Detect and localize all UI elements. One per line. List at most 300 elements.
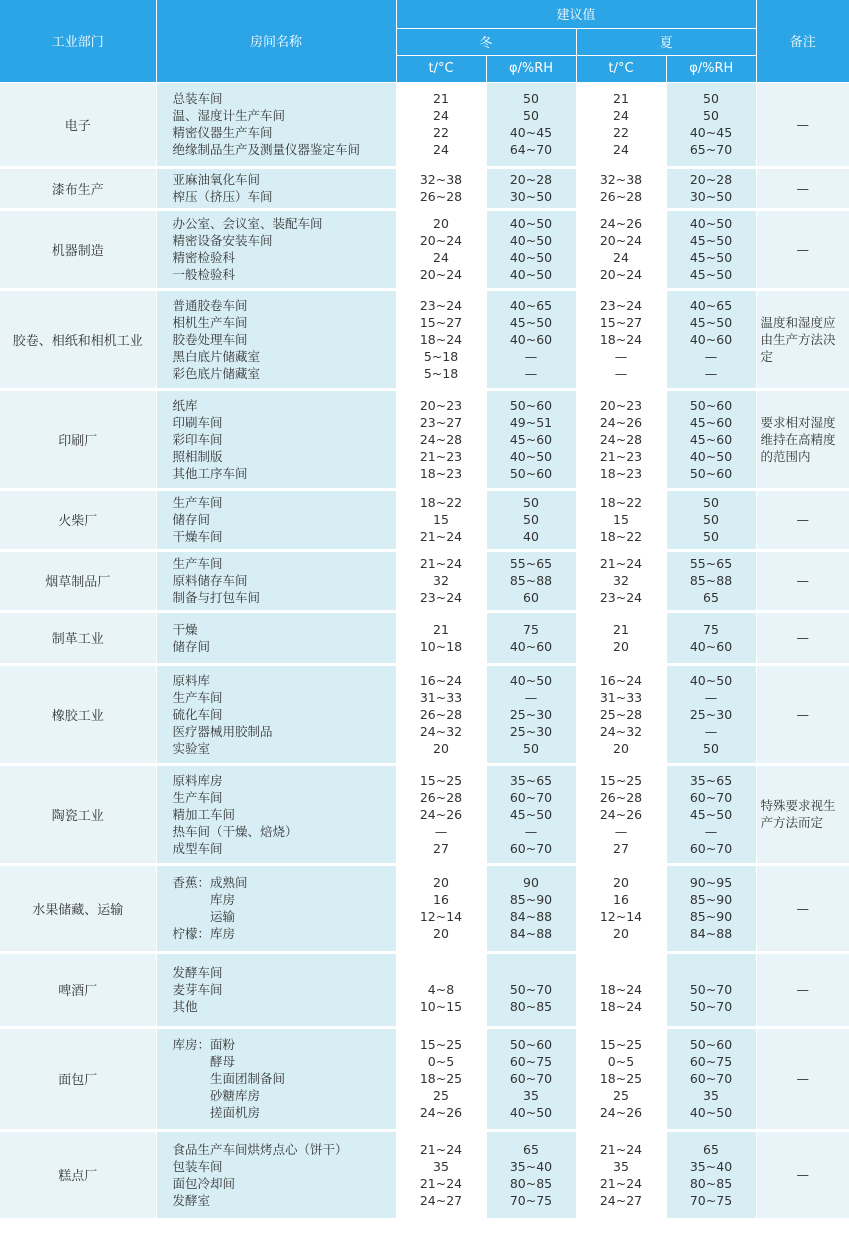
summer-temp-value: 24~26 bbox=[599, 216, 643, 231]
room-name-list bbox=[157, 964, 396, 1015]
room-cell bbox=[156, 389, 396, 489]
summer-rh-value: 84~88 bbox=[689, 926, 733, 941]
room-name: 黑白底片储藏室 bbox=[172, 348, 261, 364]
summer-temp-value: 21~24 bbox=[599, 1141, 643, 1157]
summer-rh-value-list bbox=[667, 621, 756, 655]
room-name: 相机生产车间 bbox=[172, 314, 248, 330]
winter-temp-value: 26~28 bbox=[419, 789, 463, 805]
summer-rh-value-list bbox=[667, 1036, 756, 1121]
note-text: — bbox=[796, 573, 810, 588]
summer-rh-cell bbox=[666, 489, 756, 550]
header-note: 备注 bbox=[756, 0, 849, 82]
winter-temp-value: 18~24 bbox=[419, 331, 463, 347]
winter-rh-cell bbox=[486, 611, 576, 664]
dept-cell: 陶瓷工业 bbox=[0, 764, 156, 864]
room-name: 彩色底片储藏室 bbox=[172, 365, 261, 381]
note-text: — bbox=[796, 982, 810, 997]
summer-temp-value-list bbox=[577, 1141, 666, 1209]
summer-temp-value: 20 bbox=[613, 926, 629, 941]
room-name: 榨压（挤压）车间 bbox=[172, 189, 273, 204]
winter-rh-value-list bbox=[487, 555, 576, 606]
note-text: — bbox=[796, 116, 810, 132]
winter-temp-value: 20 bbox=[433, 926, 449, 941]
winter-temp-value: 21~23 bbox=[419, 448, 463, 464]
room-name-list bbox=[157, 1036, 396, 1121]
summer-rh-value: 30~50 bbox=[689, 189, 733, 204]
winter-temp-cell bbox=[396, 1027, 486, 1130]
note-cell bbox=[756, 864, 849, 952]
winter-rh-value: — bbox=[524, 689, 538, 705]
summer-temp-value: 15~27 bbox=[599, 314, 643, 330]
summer-temp-value-list bbox=[577, 621, 666, 655]
summer-temp-value-list bbox=[577, 90, 666, 158]
winter-rh-value-list bbox=[487, 772, 576, 857]
winter-temp-value: 32~38 bbox=[419, 172, 463, 187]
note-cell bbox=[756, 82, 849, 167]
winter-temp-value: 21 bbox=[433, 621, 449, 637]
winter-rh-value: 40~60 bbox=[509, 331, 553, 347]
dept-cell: 胶卷、相纸和相机工业 bbox=[0, 289, 156, 389]
summer-temp-cell bbox=[576, 764, 666, 864]
winter-rh-value: 80~85 bbox=[509, 999, 553, 1014]
winter-temp-value-list bbox=[397, 171, 486, 205]
summer-rh-value: 45~50 bbox=[689, 806, 733, 822]
winter-temp-value: 12~14 bbox=[419, 909, 463, 924]
winter-temp-cell bbox=[396, 389, 486, 489]
room-cell bbox=[156, 864, 396, 952]
header-suggested: 建议值 bbox=[396, 0, 756, 28]
winter-rh-value: 40~60 bbox=[509, 638, 553, 654]
winter-rh-value-list bbox=[487, 621, 576, 655]
room-name: 成型车间 bbox=[172, 840, 223, 856]
winter-rh-value: 35~65 bbox=[509, 772, 553, 788]
room-name-list bbox=[157, 672, 396, 757]
room-name: 柠檬：库房 bbox=[172, 926, 236, 941]
summer-temp-value-list bbox=[577, 964, 666, 1015]
winter-temp-value: 26~28 bbox=[419, 189, 463, 204]
summer-rh-cell bbox=[666, 764, 756, 864]
summer-rh-value: 40~60 bbox=[689, 331, 733, 347]
winter-temp-cell bbox=[396, 209, 486, 289]
room-name: 食品生产车间烘烤点心（饼干） bbox=[172, 1141, 348, 1157]
winter-temp-value: 23~24 bbox=[419, 297, 463, 313]
winter-temp-value: 10~18 bbox=[419, 638, 463, 654]
winter-rh-value: 35~40 bbox=[509, 1158, 553, 1174]
note-text: — bbox=[796, 900, 810, 916]
summer-rh-value: 85~90 bbox=[689, 909, 733, 924]
summer-rh-value: 45~60 bbox=[689, 431, 733, 447]
note-cell bbox=[756, 952, 849, 1027]
table-row bbox=[0, 82, 849, 167]
summer-rh-value-list bbox=[667, 1141, 756, 1209]
summer-rh-value: 45~60 bbox=[689, 414, 733, 430]
summer-rh-value: 80~85 bbox=[689, 1175, 733, 1191]
winter-temp-value: 21~24 bbox=[419, 556, 463, 571]
winter-rh-value: 40~50 bbox=[509, 216, 553, 231]
summer-temp-cell bbox=[576, 952, 666, 1027]
summer-temp-value: 20 bbox=[613, 638, 629, 654]
room-name: 生产车间 bbox=[172, 556, 223, 571]
summer-temp-value bbox=[577, 964, 666, 981]
summer-rh-value-list bbox=[667, 215, 756, 283]
room-name: 精密设备安装车间 bbox=[172, 233, 273, 248]
room-cell bbox=[156, 764, 396, 864]
note-text: — bbox=[796, 630, 810, 645]
room-name: 砂糖库房 bbox=[172, 1088, 261, 1103]
room-cell bbox=[156, 209, 396, 289]
summer-rh-value: 40~60 bbox=[689, 638, 733, 654]
dept-cell: 面包厂 bbox=[0, 1027, 156, 1130]
winter-rh-value-list bbox=[487, 964, 576, 1015]
summer-temp-value: 23~24 bbox=[599, 590, 643, 605]
winter-temp-cell bbox=[396, 611, 486, 664]
room-name: 生产车间 bbox=[172, 689, 223, 705]
room-name: 酵母 bbox=[172, 1054, 236, 1069]
summer-rh-cell bbox=[666, 389, 756, 489]
summer-temp-value: 26~28 bbox=[599, 789, 643, 805]
summer-temp-cell bbox=[576, 389, 666, 489]
winter-temp-value: 24~27 bbox=[419, 1192, 463, 1208]
winter-rh-value: 60~70 bbox=[509, 789, 553, 805]
winter-rh-value: 80~85 bbox=[509, 1175, 553, 1191]
winter-rh-value: 60~70 bbox=[509, 840, 553, 856]
winter-temp-cell bbox=[396, 489, 486, 550]
winter-temp-value: 24~28 bbox=[419, 431, 463, 447]
table-row bbox=[0, 489, 849, 550]
winter-temp-value: 16~24 bbox=[419, 672, 463, 688]
winter-rh-value: 84~88 bbox=[509, 926, 553, 941]
room-name: 温、湿度计生产车间 bbox=[172, 108, 286, 123]
summer-rh-value: 50 bbox=[703, 108, 719, 123]
summer-rh-value: 65 bbox=[703, 590, 719, 605]
summer-rh-cell bbox=[666, 550, 756, 611]
summer-temp-value-list bbox=[577, 672, 666, 757]
winter-temp-value: 15 bbox=[433, 512, 449, 527]
summer-temp-value: 24 bbox=[613, 108, 629, 123]
summer-temp-value: 24~26 bbox=[599, 806, 643, 822]
summer-temp-cell bbox=[576, 611, 666, 664]
room-name: 发酵车间 bbox=[172, 965, 223, 980]
winter-rh-cell bbox=[486, 764, 576, 864]
summer-rh-value: — bbox=[704, 348, 718, 364]
summer-temp-value: 24~26 bbox=[599, 1105, 643, 1120]
winter-rh-value: 60~75 bbox=[509, 1054, 553, 1069]
table-row bbox=[0, 664, 849, 764]
summer-rh-value-list bbox=[667, 874, 756, 942]
note-cell bbox=[756, 209, 849, 289]
summer-temp-value: 21~24 bbox=[599, 556, 643, 571]
winter-temp-value: 5~18 bbox=[423, 365, 459, 381]
winter-rh-value-list bbox=[487, 1036, 576, 1121]
room-cell bbox=[156, 82, 396, 167]
summer-temp-value-list bbox=[577, 1036, 666, 1121]
summer-temp-value: 20 bbox=[613, 740, 629, 756]
winter-rh-value: 25~30 bbox=[509, 723, 553, 739]
winter-temp-value: 21~24 bbox=[419, 1175, 463, 1191]
winter-temp-value: 5~18 bbox=[423, 348, 459, 364]
winter-temp-value: 0~5 bbox=[427, 1054, 455, 1069]
summer-temp-value: 18~22 bbox=[599, 495, 643, 510]
room-name: 生产车间 bbox=[172, 495, 223, 510]
summer-temp-value: 24~26 bbox=[599, 414, 643, 430]
summer-rh-value: 50~60 bbox=[689, 397, 733, 413]
summer-rh-value: 50~70 bbox=[689, 999, 733, 1014]
note-cell bbox=[756, 389, 849, 489]
note-cell bbox=[756, 167, 849, 209]
summer-temp-cell bbox=[576, 550, 666, 611]
summer-rh-cell bbox=[666, 167, 756, 209]
winter-temp-value: 24 bbox=[433, 108, 449, 123]
note-text: — bbox=[796, 241, 810, 257]
summer-rh-value: 70~75 bbox=[689, 1192, 733, 1208]
winter-rh-cell bbox=[486, 952, 576, 1027]
summer-temp-value-list bbox=[577, 494, 666, 545]
winter-temp-cell bbox=[396, 764, 486, 864]
summer-temp-cell bbox=[576, 289, 666, 389]
summer-temp-value-list bbox=[577, 874, 666, 942]
winter-temp-cell bbox=[396, 1130, 486, 1219]
winter-rh-value: 75 bbox=[523, 621, 539, 637]
winter-rh-cell bbox=[486, 1130, 576, 1219]
table-row bbox=[0, 389, 849, 489]
summer-temp-value: 18~22 bbox=[599, 529, 643, 544]
winter-rh-value: 40~50 bbox=[509, 250, 553, 265]
header-winter-t: t/°C bbox=[396, 55, 486, 82]
winter-rh-cell bbox=[486, 209, 576, 289]
winter-temp-value: 24 bbox=[433, 250, 449, 265]
header-winter-rh: φ/%RH bbox=[486, 55, 576, 82]
summer-rh-value-list bbox=[667, 297, 756, 382]
winter-temp-cell bbox=[396, 550, 486, 611]
winter-temp-value-list bbox=[397, 672, 486, 757]
winter-rh-value: 45~60 bbox=[509, 431, 553, 447]
summer-rh-value: 50 bbox=[703, 529, 719, 544]
winter-temp-value-list bbox=[397, 772, 486, 857]
summer-temp-value-list bbox=[577, 171, 666, 205]
winter-rh-value: 40~50 bbox=[509, 233, 553, 248]
winter-rh-value: 49~51 bbox=[509, 414, 553, 430]
room-name: 储存间 bbox=[172, 512, 211, 527]
room-name: 普通胶卷车间 bbox=[172, 297, 248, 313]
summer-rh-value: 40~50 bbox=[689, 448, 733, 464]
summer-temp-value: 32 bbox=[613, 573, 629, 588]
summer-rh-value: 60~75 bbox=[689, 1054, 733, 1069]
summer-temp-value: 31~33 bbox=[599, 689, 643, 705]
summer-rh-value: 55~65 bbox=[689, 556, 733, 571]
room-name-list bbox=[157, 494, 396, 545]
winter-temp-value: 21~24 bbox=[419, 1141, 463, 1157]
summer-temp-value: 18~25 bbox=[599, 1071, 643, 1086]
winter-rh-value: 40 bbox=[523, 529, 539, 544]
note-text: 特殊要求视生产方法而定 bbox=[760, 798, 836, 830]
winter-rh-value: 20~28 bbox=[509, 172, 553, 187]
winter-rh-cell bbox=[486, 389, 576, 489]
room-name: 制备与打包车间 bbox=[172, 590, 261, 605]
summer-temp-cell bbox=[576, 1130, 666, 1219]
room-name: 包装车间 bbox=[172, 1158, 223, 1174]
room-name: 香蕉：成熟间 bbox=[172, 875, 248, 890]
winter-rh-value-list bbox=[487, 215, 576, 283]
winter-temp-value: 16 bbox=[433, 892, 449, 907]
summer-rh-cell bbox=[666, 82, 756, 167]
summer-temp-value-list bbox=[577, 555, 666, 606]
dept-cell: 糕点厂 bbox=[0, 1130, 156, 1219]
winter-temp-value: 20 bbox=[433, 875, 449, 890]
winter-rh-cell bbox=[486, 489, 576, 550]
winter-rh-value: 50 bbox=[523, 740, 539, 756]
summer-rh-value: 35~40 bbox=[689, 1158, 733, 1174]
winter-temp-value: 24~32 bbox=[419, 723, 463, 739]
summer-temp-value: 20 bbox=[613, 875, 629, 890]
summer-rh-value: 85~88 bbox=[689, 573, 733, 588]
room-cell bbox=[156, 1027, 396, 1130]
summer-temp-value: 21 bbox=[613, 91, 629, 106]
room-name: 生面团制备间 bbox=[172, 1071, 286, 1086]
summer-temp-value: 16 bbox=[613, 892, 629, 907]
note-cell bbox=[756, 664, 849, 764]
room-name: 绝缘制品生产及测量仪器鉴定车间 bbox=[172, 142, 361, 157]
room-name: 运输 bbox=[172, 909, 236, 924]
note-cell bbox=[756, 764, 849, 864]
summer-rh-value: 60~70 bbox=[689, 789, 733, 805]
summer-temp-value: 15~25 bbox=[599, 1037, 643, 1052]
winter-rh-value: 45~50 bbox=[509, 806, 553, 822]
winter-rh-value: 45~50 bbox=[509, 314, 553, 330]
winter-rh-value: — bbox=[524, 365, 538, 381]
room-name-list bbox=[157, 397, 396, 482]
winter-temp-value: 20 bbox=[433, 740, 449, 756]
table-row bbox=[0, 864, 849, 952]
winter-rh-value: 25~30 bbox=[509, 706, 553, 722]
summer-temp-value: 21~24 bbox=[599, 1175, 643, 1191]
summer-temp-value-list bbox=[577, 215, 666, 283]
winter-temp-value: 20~23 bbox=[419, 397, 463, 413]
summer-temp-value-list bbox=[577, 772, 666, 857]
summer-temp-value: 24~28 bbox=[599, 431, 643, 447]
summer-temp-value: 25 bbox=[613, 1088, 629, 1103]
summer-temp-cell bbox=[576, 82, 666, 167]
summer-temp-value: 24 bbox=[613, 142, 629, 157]
room-name: 发酵室 bbox=[172, 1192, 211, 1208]
winter-rh-value-list bbox=[487, 874, 576, 942]
room-cell bbox=[156, 489, 396, 550]
table-row bbox=[0, 289, 849, 389]
table-row bbox=[0, 764, 849, 864]
room-name: 麦芽车间 bbox=[172, 982, 223, 997]
summer-temp-value: 20~24 bbox=[599, 233, 643, 248]
summer-temp-value: 21 bbox=[613, 621, 629, 637]
summer-temp-value: 16~24 bbox=[599, 672, 643, 688]
room-name: 其他工序车间 bbox=[172, 465, 248, 481]
summer-rh-cell bbox=[666, 952, 756, 1027]
winter-temp-value: 18~23 bbox=[419, 465, 463, 481]
room-cell bbox=[156, 1130, 396, 1219]
winter-rh-value: 40~50 bbox=[509, 1105, 553, 1120]
note-cell bbox=[756, 1027, 849, 1130]
winter-temp-value: 24~26 bbox=[419, 1105, 463, 1120]
winter-rh-value-list bbox=[487, 297, 576, 382]
winter-temp-value-list bbox=[397, 494, 486, 545]
summer-rh-value: — bbox=[704, 723, 718, 739]
summer-rh-cell bbox=[666, 289, 756, 389]
note-cell bbox=[756, 1130, 849, 1219]
winter-temp-value: 10~15 bbox=[419, 999, 463, 1014]
room-name-list bbox=[157, 555, 396, 606]
winter-temp-value: 18~25 bbox=[419, 1071, 463, 1086]
summer-rh-value: — bbox=[704, 823, 718, 839]
room-name: 原料库房 bbox=[172, 772, 223, 788]
header-dept: 工业部门 bbox=[0, 0, 156, 82]
summer-rh-value: 40~65 bbox=[689, 297, 733, 313]
room-name: 干燥车间 bbox=[172, 529, 223, 544]
room-name-list bbox=[157, 1141, 396, 1209]
table-row bbox=[0, 1130, 849, 1219]
summer-temp-cell bbox=[576, 167, 666, 209]
room-cell bbox=[156, 664, 396, 764]
note-cell bbox=[756, 550, 849, 611]
winter-rh-value: 40~50 bbox=[509, 267, 553, 282]
room-cell bbox=[156, 611, 396, 664]
dept-cell: 漆布生产 bbox=[0, 167, 156, 209]
note-text: — bbox=[796, 512, 810, 527]
summer-temp-cell bbox=[576, 489, 666, 550]
summer-rh-value: 45~50 bbox=[689, 233, 733, 248]
summer-rh-value: 25~30 bbox=[689, 706, 733, 722]
table-row bbox=[0, 550, 849, 611]
summer-rh-value: 45~50 bbox=[689, 314, 733, 330]
room-name-list bbox=[157, 874, 396, 942]
summer-rh-value: 45~50 bbox=[689, 250, 733, 265]
summer-rh-value-list bbox=[667, 90, 756, 158]
summer-rh-value: 50~60 bbox=[689, 465, 733, 481]
summer-rh-cell bbox=[666, 611, 756, 664]
winter-rh-value: 50 bbox=[523, 495, 539, 510]
room-name: 库房 bbox=[172, 892, 236, 907]
winter-temp-value-list bbox=[397, 964, 486, 1015]
winter-temp-value: 20 bbox=[433, 216, 449, 231]
winter-temp-value: 15~27 bbox=[419, 314, 463, 330]
summer-temp-value: 18~24 bbox=[599, 331, 643, 347]
winter-temp-cell bbox=[396, 289, 486, 389]
winter-temp-value: 15~25 bbox=[419, 772, 463, 788]
note-text: — bbox=[796, 180, 810, 196]
summer-temp-value: 18~24 bbox=[599, 982, 643, 997]
winter-temp-value-list bbox=[397, 1036, 486, 1121]
room-name: 照相制版 bbox=[172, 448, 223, 464]
dept-cell: 机器制造 bbox=[0, 209, 156, 289]
summer-temp-cell bbox=[576, 1027, 666, 1130]
summer-temp-value: 20~24 bbox=[599, 267, 643, 282]
summer-rh-value: 90~95 bbox=[689, 875, 733, 890]
dept-cell: 火柴厂 bbox=[0, 489, 156, 550]
note-text: 温度和湿度应由生产方法决定 bbox=[760, 314, 836, 364]
summer-rh-value: 60~70 bbox=[689, 1071, 733, 1086]
summer-rh-cell bbox=[666, 1027, 756, 1130]
summer-temp-value: — bbox=[614, 823, 628, 839]
winter-rh-cell bbox=[486, 82, 576, 167]
winter-temp-value-list bbox=[397, 621, 486, 655]
room-name-list bbox=[157, 171, 396, 205]
winter-rh-cell bbox=[486, 167, 576, 209]
table-row bbox=[0, 209, 849, 289]
summer-rh-value-list bbox=[667, 494, 756, 545]
winter-rh-value: 35 bbox=[523, 1088, 539, 1103]
room-name: 医疗器械用胶制品 bbox=[172, 723, 273, 739]
summer-temp-value: 26~28 bbox=[599, 189, 643, 204]
winter-temp-cell bbox=[396, 952, 486, 1027]
summer-temp-value: 18~23 bbox=[599, 465, 643, 481]
room-name: 精加工车间 bbox=[172, 806, 236, 822]
